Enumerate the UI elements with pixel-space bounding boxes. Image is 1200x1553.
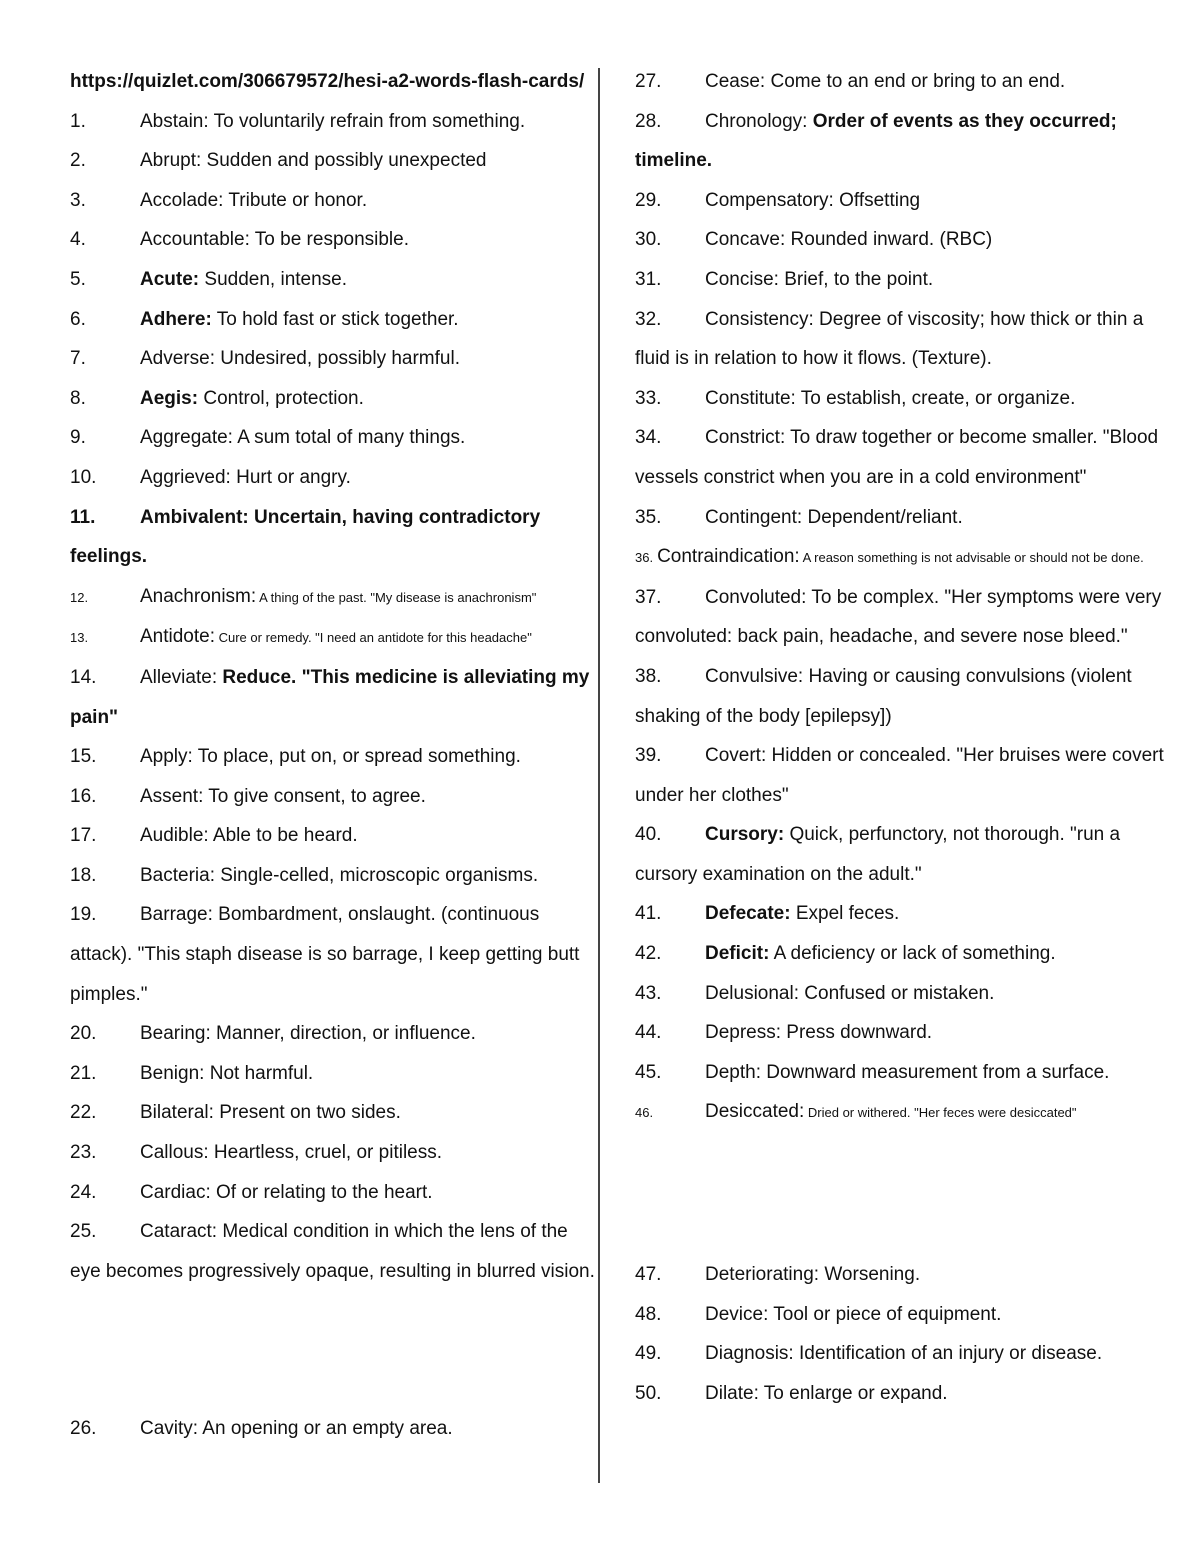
item-term: Deteriorating:	[705, 1264, 820, 1286]
left-column	[70, 62, 595, 1449]
item-number: 19.	[70, 904, 97, 926]
item-definition: Single-celled, microscopic organisms.	[214, 864, 539, 886]
list-item	[635, 578, 1165, 657]
list-item	[635, 657, 1165, 736]
item-term: Bearing:	[140, 1023, 211, 1045]
item-definition: Having or causing convulsions (violent shaking of the body [epilepsy])	[635, 665, 1132, 727]
item-definition: Sudden, intense.	[199, 268, 348, 290]
item-term: Device:	[705, 1303, 769, 1325]
item-term: Abstain:	[140, 110, 209, 132]
list-item	[70, 658, 595, 737]
item-definition: Hurt or angry.	[230, 466, 351, 488]
item-definition: Tribute or honor.	[223, 189, 368, 211]
item-number: 25.	[70, 1221, 97, 1243]
item-term: Deficit:	[705, 943, 770, 965]
item-number: 50.	[635, 1382, 662, 1404]
item-term: Ambivalent:	[140, 506, 249, 528]
list-item	[70, 141, 595, 181]
item-number: 6.	[70, 308, 86, 330]
item-definition: Offsetting	[833, 189, 921, 211]
item-definition: Bombardment, onslaught. (continuous attack). "This staph disease is so barrage, I keep getting butt pimples."	[70, 904, 580, 1005]
list-item	[635, 498, 1165, 538]
list-item	[70, 1173, 595, 1213]
item-number: 20.	[70, 1023, 97, 1045]
list-item	[70, 1054, 595, 1094]
list-item	[635, 260, 1165, 300]
list-item	[70, 181, 595, 221]
item-number: 34.	[635, 427, 662, 449]
item-number: 31.	[635, 268, 662, 290]
item-definition: A reason something is not advisable or should not be done.	[799, 550, 1144, 566]
item-term: Covert:	[705, 745, 767, 767]
list-item	[70, 458, 595, 498]
item-definition: Cure or remedy. "I need an antidote for this headache"	[215, 630, 532, 646]
list-item	[70, 737, 595, 777]
item-definition: Brief, to the point.	[778, 268, 934, 290]
item-term: Anachronism:	[140, 585, 257, 607]
item-term: Cease:	[705, 71, 766, 92]
item-term: Apply:	[140, 746, 193, 768]
item-definition: To enlarge or expand.	[758, 1382, 948, 1404]
item-definition: Downward measurement from a surface.	[760, 1061, 1110, 1083]
list-item	[635, 537, 1165, 578]
list-item	[70, 379, 595, 419]
item-definition: To place, put on, or spread something.	[192, 746, 521, 768]
item-term: Antidote:	[140, 626, 215, 648]
list-item	[635, 1334, 1165, 1374]
list-item	[70, 220, 595, 260]
item-term: Assent:	[140, 785, 204, 807]
item-definition: Hidden or concealed. "Her bruises were covert under her clothes"	[635, 745, 1164, 806]
item-term: Defecate:	[705, 903, 791, 925]
item-term: Benign:	[140, 1062, 205, 1084]
item-definition: A sum total of many things.	[232, 427, 466, 449]
list-item	[635, 300, 1165, 379]
list-item	[70, 1409, 595, 1449]
item-term: Convulsive:	[705, 665, 804, 687]
item-number: 43.	[635, 982, 662, 1004]
item-number: 27.	[635, 71, 662, 92]
item-number: 10.	[70, 466, 97, 488]
source-url[interactable]: https://quizlet.com/306679572/hesi-a2-words-flash-cards/	[70, 71, 585, 92]
list-item	[635, 102, 1165, 181]
list-item	[635, 1092, 1165, 1133]
list-item	[70, 339, 595, 379]
item-number: 9.	[70, 427, 86, 449]
item-definition: Of or relating to the heart.	[210, 1181, 433, 1203]
list-item	[70, 1212, 595, 1291]
list-item	[635, 815, 1165, 894]
item-number: 38.	[635, 665, 662, 687]
item-term: Cardiac:	[140, 1181, 211, 1203]
item-number: 21.	[70, 1062, 97, 1084]
item-number: 47.	[635, 1264, 662, 1286]
item-definition: Press downward.	[781, 1022, 933, 1044]
item-number: 8.	[70, 387, 86, 409]
item-term: Constitute:	[705, 387, 796, 409]
item-definition: Control, protection.	[198, 387, 364, 409]
list-item	[635, 736, 1165, 815]
list-item	[70, 856, 595, 896]
item-number: 16.	[70, 785, 97, 807]
item-number: 49.	[635, 1343, 662, 1365]
item-term: Accolade:	[140, 189, 224, 211]
item-definition: Quick, perfunctory, not thorough. "run a cursory examination on the adult."	[635, 824, 1121, 885]
item-term: Adverse:	[140, 348, 215, 370]
item-term: Contraindication:	[657, 546, 800, 568]
item-term: Audible:	[140, 825, 209, 847]
item-term: Callous:	[140, 1142, 209, 1164]
item-number: 37.	[635, 586, 662, 608]
item-number: 1.	[70, 110, 86, 132]
list-item	[70, 895, 595, 1014]
item-definition: Sudden and possibly unexpected	[201, 150, 487, 172]
item-term: Compensatory:	[705, 189, 834, 211]
item-term: Depth:	[705, 1061, 761, 1083]
list-item	[635, 1374, 1165, 1414]
item-definition: Degree of viscosity; how thick or thin a fluid is in relation to how it flows. (Texture).	[635, 308, 1144, 370]
item-definition: A deficiency or lack of something.	[769, 943, 1056, 965]
item-term: Bilateral:	[140, 1102, 214, 1124]
list-item	[635, 220, 1165, 260]
item-number: 11.	[70, 506, 96, 528]
item-definition: Confused or mistaken.	[799, 982, 995, 1004]
list-item	[70, 1133, 595, 1173]
item-number: 40.	[635, 824, 662, 846]
item-term: Concise:	[705, 268, 779, 290]
list-item	[635, 974, 1165, 1014]
list-item	[635, 181, 1165, 221]
item-definition: To be responsible.	[249, 229, 410, 251]
item-definition: To be complex. "Her symptoms were very convoluted: back pain, headache, and severe nose bleed."	[635, 586, 1162, 648]
item-definition: Dependent/reliant.	[802, 506, 963, 528]
item-number: 41.	[635, 903, 662, 925]
item-definition: To hold fast or stick together.	[211, 308, 459, 330]
item-number: 36.	[635, 550, 654, 566]
item-number: 44.	[635, 1022, 662, 1044]
item-term: Desiccated:	[705, 1101, 805, 1123]
item-number: 42.	[635, 943, 662, 965]
item-definition: To give consent, to agree.	[203, 785, 426, 807]
list-item	[70, 300, 595, 340]
item-number: 13.	[70, 630, 89, 646]
item-definition: Come to an end or bring to an end.	[765, 71, 1066, 92]
item-definition: Not harmful.	[204, 1062, 314, 1084]
item-number: 23.	[70, 1142, 97, 1164]
item-definition: An opening or an empty area.	[198, 1418, 453, 1440]
item-term: Bacteria:	[140, 864, 215, 886]
list-item	[635, 379, 1165, 419]
item-term: Accountable:	[140, 229, 250, 251]
item-term: Cataract:	[140, 1221, 218, 1243]
item-number: 28.	[635, 110, 662, 132]
item-term: Aggrieved:	[140, 466, 231, 488]
list-item	[635, 934, 1165, 974]
item-number: 3.	[70, 189, 86, 211]
item-definition: Undesired, possibly harmful.	[214, 348, 460, 370]
list-item	[635, 1053, 1165, 1093]
item-number: 14.	[70, 666, 97, 688]
item-definition: Rounded inward. (RBC)	[785, 229, 993, 251]
item-number: 7.	[70, 348, 86, 370]
item-definition: A thing of the past. "My disease is anachronism"	[256, 589, 537, 605]
item-term: Contingent:	[705, 506, 803, 528]
list-item	[70, 1014, 595, 1054]
list-item	[635, 1013, 1165, 1053]
item-definition: To voluntarily refrain from something.	[208, 110, 526, 132]
item-definition: Medical condition in which the lens of the eye becomes progressively opaque, resulting in blurred vision.	[70, 1221, 595, 1282]
item-term: Diagnosis:	[705, 1343, 794, 1365]
item-term: Acute:	[140, 268, 200, 290]
list-item	[70, 617, 595, 658]
item-term: Convoluted:	[705, 586, 807, 608]
item-definition: Tool or piece of equipment.	[768, 1303, 1002, 1325]
list-item	[635, 418, 1165, 497]
item-term: Aggregate:	[140, 427, 233, 449]
list-item	[635, 1255, 1165, 1295]
blank-space	[635, 1133, 1165, 1255]
item-definition: Able to be heard.	[208, 825, 358, 847]
item-term: Cursory:	[705, 824, 785, 846]
item-term: Abrupt:	[140, 150, 202, 172]
item-term: Delusional:	[705, 982, 799, 1004]
item-number: 22.	[70, 1102, 97, 1124]
item-number: 48.	[635, 1303, 662, 1325]
item-definition: To establish, create, or organize.	[795, 387, 1076, 409]
item-definition: Dried or withered. "Her feces were desiccated"	[804, 1105, 1077, 1121]
item-number: 24.	[70, 1181, 97, 1203]
item-definition: Identification of an injury or disease.	[793, 1343, 1103, 1365]
item-number: 46.	[635, 1105, 654, 1121]
item-number: 18.	[70, 864, 97, 886]
item-definition: Heartless, cruel, or pitiless.	[208, 1142, 443, 1164]
item-number: 45.	[635, 1061, 662, 1083]
list-item	[70, 102, 595, 142]
item-term: Barrage:	[140, 904, 213, 926]
list-item	[70, 1093, 595, 1133]
item-definition: To draw together or become smaller. "Blood vessels constrict when you are in a cold environment"	[635, 427, 1159, 488]
item-number: 2.	[70, 150, 86, 172]
item-term: Depress:	[705, 1022, 782, 1044]
item-term: Consistency:	[705, 308, 814, 330]
list-item	[635, 894, 1165, 934]
item-definition: Expel feces.	[790, 903, 900, 925]
item-number: 12.	[70, 589, 89, 605]
list-item	[70, 498, 595, 577]
item-number: 17.	[70, 825, 97, 847]
item-definition: Order of events as they occurred; timeline.	[635, 110, 1117, 172]
item-number: 32.	[635, 308, 662, 330]
item-number: 26.	[70, 1418, 97, 1440]
item-term: Alleviate:	[140, 666, 218, 688]
item-term: Constrict:	[705, 427, 786, 449]
item-term: Aegis:	[140, 387, 199, 409]
item-term: Adhere:	[140, 308, 212, 330]
item-number: 5.	[70, 268, 86, 290]
item-number: 4.	[70, 229, 86, 251]
item-term: Dilate:	[705, 1382, 759, 1404]
item-definition: Reduce. "This medicine is alleviating my pain"	[70, 666, 590, 728]
list-item	[70, 418, 595, 458]
item-definition: Worsening.	[819, 1264, 921, 1286]
item-number: 35.	[635, 506, 662, 528]
blank-space	[70, 1291, 595, 1409]
right-column	[635, 62, 1165, 1413]
list-item	[635, 1295, 1165, 1335]
item-number: 15.	[70, 746, 97, 768]
item-term: Concave:	[705, 229, 786, 251]
list-item	[70, 816, 595, 856]
list-item	[635, 62, 1165, 102]
column-divider	[598, 68, 600, 1483]
item-term: Cavity:	[140, 1418, 199, 1440]
list-item	[70, 577, 595, 618]
item-definition: Present on two sides.	[213, 1102, 401, 1124]
item-definition: Manner, direction, or influence.	[210, 1023, 476, 1045]
item-definition: Uncertain, having contradictory feelings.	[70, 506, 541, 568]
list-item	[70, 777, 595, 817]
item-number: 30.	[635, 229, 662, 251]
list-item	[70, 260, 595, 300]
item-number: 29.	[635, 189, 662, 211]
item-number: 39.	[635, 745, 662, 767]
item-term: Chronology:	[705, 110, 808, 132]
item-number: 33.	[635, 387, 662, 409]
